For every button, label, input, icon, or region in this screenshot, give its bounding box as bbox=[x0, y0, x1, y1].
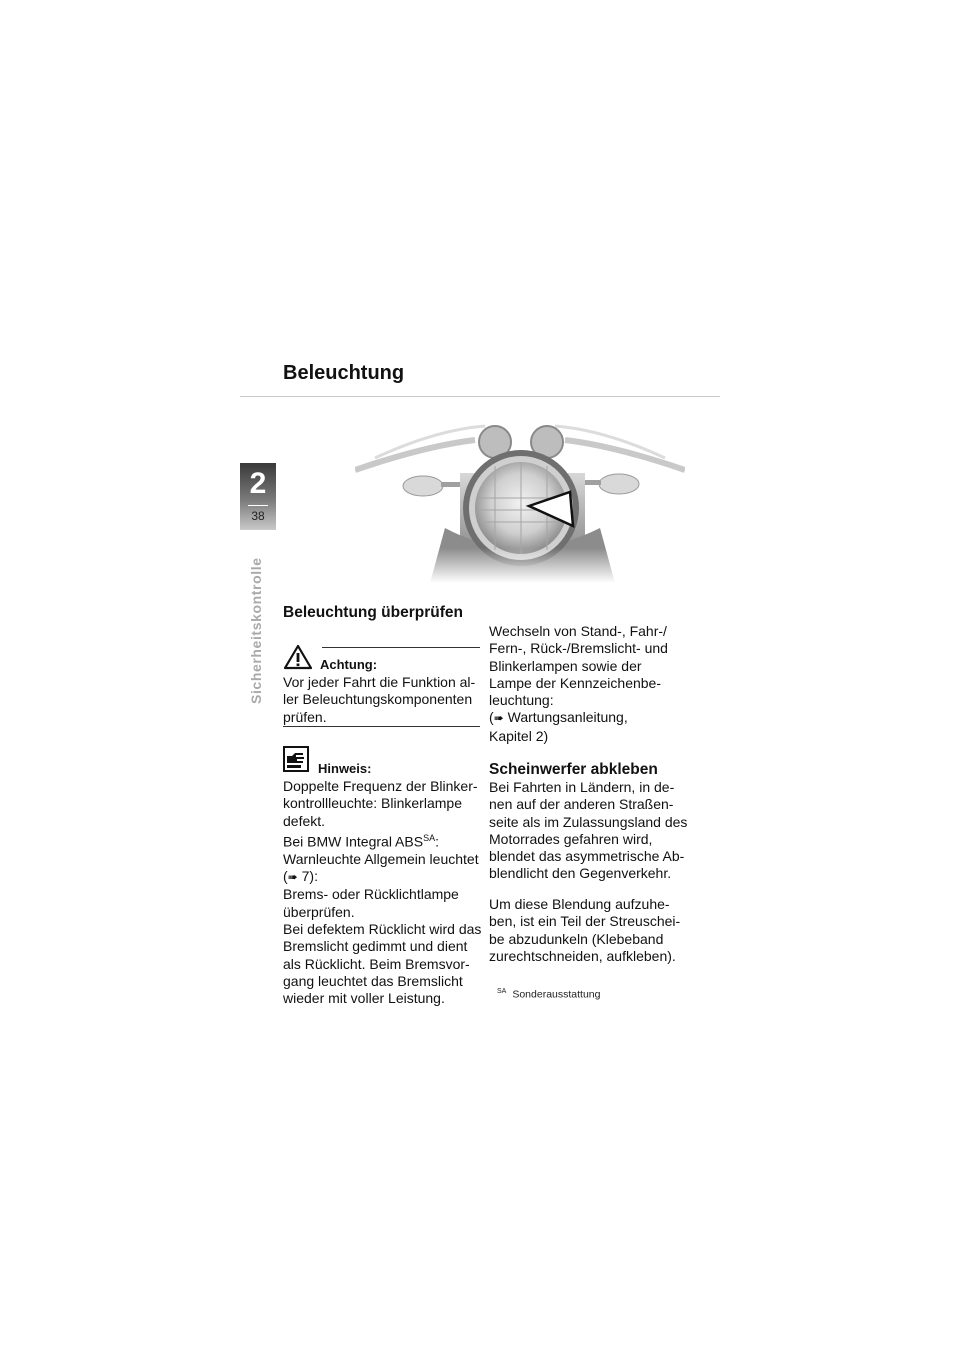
paragraph-line: be abzudunkeln (Klebeband bbox=[489, 930, 664, 947]
warning-bottom-rule bbox=[283, 726, 480, 727]
glare-removal-text bbox=[489, 896, 680, 965]
paragraph-line: blendet das asymmetrische Ab- bbox=[489, 848, 685, 865]
arrow-icon: ➠ bbox=[493, 711, 504, 726]
footnote bbox=[497, 988, 601, 1001]
paragraph-line: Bei Fahrten in Ländern, in de- bbox=[489, 779, 675, 795]
title-divider bbox=[240, 396, 720, 397]
ref-open: ( bbox=[489, 709, 494, 726]
note-line-abs bbox=[283, 830, 481, 851]
paragraph-line: ben, ist ein Teil der Streuschei- bbox=[489, 913, 681, 930]
ref-open: ( bbox=[283, 868, 288, 885]
abs-superscript: SA bbox=[423, 832, 436, 843]
note-line: Warnleuchte Allgemein leuchtet bbox=[283, 850, 479, 867]
chapter-tab-divider bbox=[248, 505, 268, 506]
paragraph-line: blendlicht den Gegenverkehr. bbox=[489, 865, 672, 882]
note-line: Bremslicht gedimmt und dient bbox=[283, 938, 468, 955]
chapter-number: 2 bbox=[249, 467, 267, 500]
note-line: Brems- oder Rücklichtlampe bbox=[283, 886, 459, 903]
paragraph-line: Fern-, Rück-/Bremslicht- und bbox=[489, 640, 668, 657]
warning-triangle-icon bbox=[283, 644, 313, 670]
arrow-icon: ➠ bbox=[287, 870, 298, 885]
warning-text bbox=[283, 674, 475, 726]
note-line: überprüfen. bbox=[283, 903, 355, 920]
note-line-ref bbox=[283, 868, 481, 886]
paragraph-line: leuchtung: bbox=[489, 692, 554, 709]
paragraph-line: Motorrades gefahren wird, bbox=[489, 830, 653, 847]
page-title: Beleuchtung bbox=[283, 362, 405, 384]
abs-colon: : bbox=[435, 833, 439, 850]
note-text bbox=[283, 778, 481, 1008]
paragraph-line: Blinkerlampen sowie der bbox=[489, 657, 642, 674]
section-heading-headlight-taping: Scheinwerfer abkleben bbox=[489, 761, 658, 778]
note-line: wieder mit voller Leistung. bbox=[283, 990, 445, 1007]
pointing-hand-note-icon bbox=[283, 746, 309, 772]
warning-line: Vor jeder Fahrt die Funktion al- bbox=[283, 674, 476, 690]
footnote-text: Sonderausstattung bbox=[512, 988, 601, 1001]
note-line: Bei defektem Rücklicht wird das bbox=[283, 921, 482, 938]
warning-line: prüfen. bbox=[283, 708, 327, 725]
paragraph-line: Wechseln von Stand-, Fahr-/ bbox=[489, 623, 667, 639]
lamp-change-text bbox=[489, 623, 668, 745]
ref-text: 7): bbox=[297, 868, 318, 885]
motorcycle-headlight-photo bbox=[355, 418, 685, 583]
headlight-taping-text bbox=[489, 779, 687, 883]
note-line: als Rücklicht. Beim Bremsvor- bbox=[283, 955, 470, 972]
warning-label: Achtung: bbox=[320, 657, 378, 672]
section-heading-check-lights: Beleuchtung überprüfen bbox=[283, 604, 463, 621]
paragraph-line-ref bbox=[489, 709, 668, 727]
note-line: defekt. bbox=[283, 812, 326, 829]
chapter-tab bbox=[240, 463, 276, 530]
paragraph-line: zurechtschneiden, aufkleben). bbox=[489, 947, 676, 964]
abs-text: Bei BMW Integral ABS bbox=[283, 833, 424, 850]
warning-top-rule bbox=[322, 647, 480, 648]
note-line: kontrollleuchte: Blinkerlampe bbox=[283, 795, 462, 812]
paragraph-line: Lampe der Kennzeichenbe- bbox=[489, 674, 662, 691]
paragraph-line: Kapitel 2) bbox=[489, 727, 549, 744]
note-line: Doppelte Frequenz der Blinker- bbox=[283, 778, 478, 794]
note-label: Hinweis: bbox=[318, 761, 372, 776]
note-line: gang leuchtet das Bremslicht bbox=[283, 972, 463, 989]
footnote-marker: SA bbox=[497, 988, 507, 995]
paragraph-line: Um diese Blendung aufzuhe- bbox=[489, 896, 670, 912]
page-number: 38 bbox=[251, 509, 265, 523]
ref-text: Wartungsanleitung, bbox=[503, 709, 628, 726]
warning-line: ler Beleuchtungskomponenten bbox=[283, 691, 473, 708]
paragraph-line: nen auf der anderen Straßen- bbox=[489, 796, 674, 813]
chapter-side-label: Sicherheitskontrolle bbox=[248, 557, 264, 704]
paragraph-line: seite als im Zulassungsland des bbox=[489, 813, 688, 830]
